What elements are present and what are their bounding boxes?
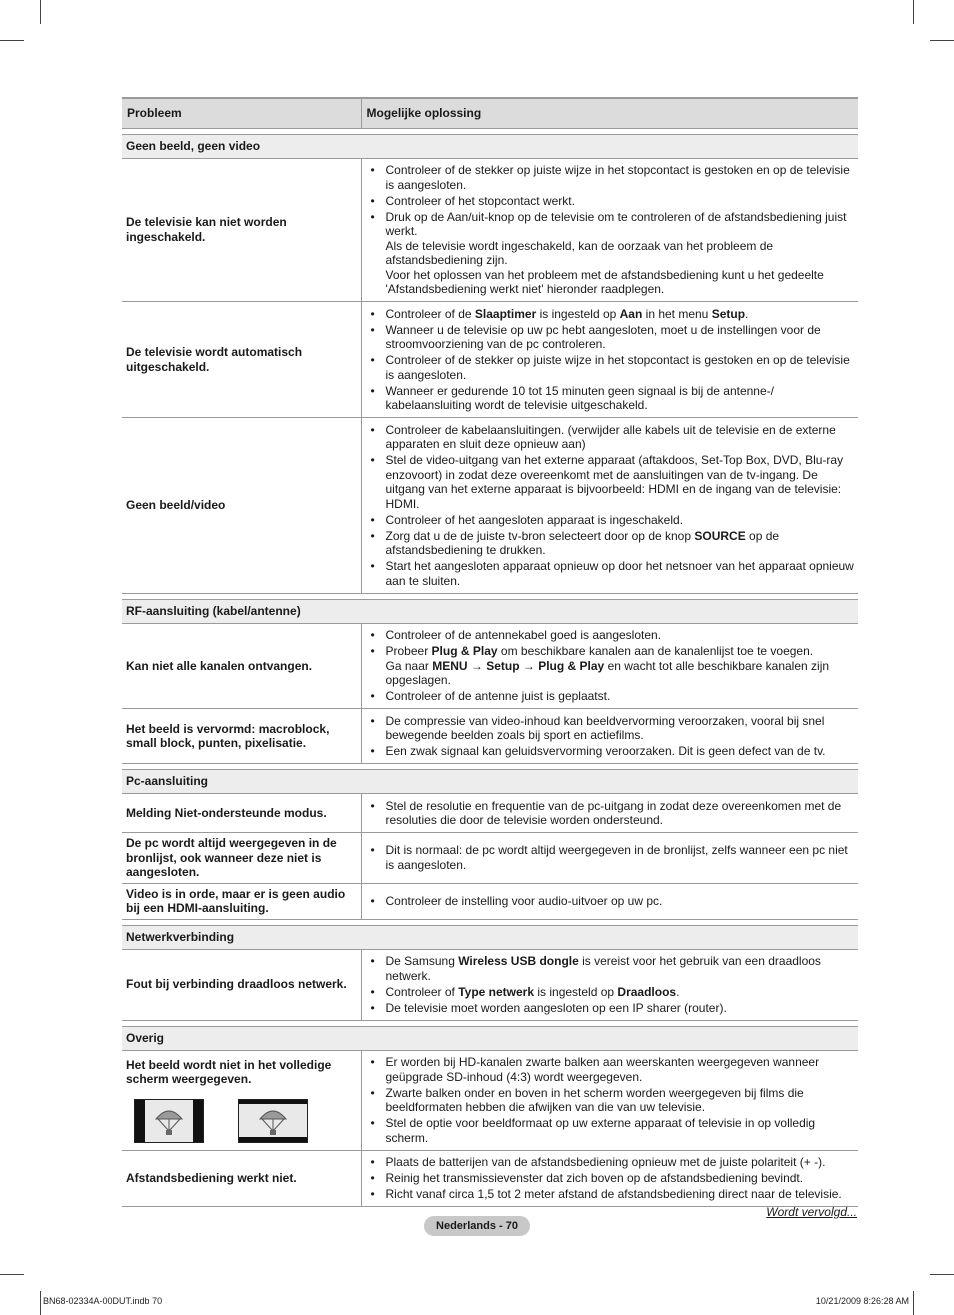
table-header <box>122 98 858 128</box>
table-row <box>122 418 858 594</box>
solution-list <box>386 799 855 828</box>
solution-item <box>386 714 855 743</box>
solution-item <box>386 954 855 983</box>
section-title: Overig <box>122 1026 858 1050</box>
solution-cell <box>361 794 858 833</box>
section-header <box>122 134 858 158</box>
solution-text: Controleer of het aangesloten apparaat is ingeschakeld. <box>385 512 684 527</box>
parachute-icon <box>258 1105 288 1137</box>
problem-text: Afstandsbediening werkt niet. <box>126 1171 297 1185</box>
emphasis-text: Wireless USB dongle <box>458 954 579 968</box>
solution-text: . <box>745 306 749 321</box>
crop-mark <box>930 40 954 41</box>
continued-note: Wordt vervolgd... <box>766 1205 857 1219</box>
section-header <box>122 599 858 623</box>
problem-text: De pc wordt altijd weergegeven in de bronlijst, ook wanneer deze niet is aangesloten. <box>126 836 337 879</box>
section-title: Pc-aansluiting <box>122 770 858 794</box>
solution-text: Ga naar <box>385 658 433 673</box>
table-row <box>122 158 858 302</box>
section-header <box>122 925 858 949</box>
solution-text: Controleer de kabelaansluitingen. (verwijder alle kabels uit de televisie en de externe apparaten en sluit deze opnieuw aan) <box>385 422 836 451</box>
solution-text: Stel de video-uitgang van het externe apparaat (aftakdoos, Set-Top Box, DVD, Blu-ray enzovoort) in zodat deze overeenkomt met de aansluitingen van de tv-ingang. De uitgang van het externe apparaat is bijvoorbeeld: HDMI en de ingang van de televisie: HDMI. <box>385 453 844 511</box>
solution-list <box>386 307 855 413</box>
solution-text: Zwarte balken onder en boven in het scherm worden weergegeven bij films die beeldformaten hebben die afwijken van die van uw televisie. <box>385 1085 804 1114</box>
solution-item <box>386 1086 855 1115</box>
solution-list <box>386 163 855 297</box>
solution-item <box>386 644 855 688</box>
solution-text: Richt vanaf circa 1,5 tot 2 meter afstand de afstandsbediening direct naar de televisie. <box>385 1187 842 1201</box>
solution-item <box>386 628 855 643</box>
solution-text: Reinig het transmissievenster dat zich boven op de afstandsbediening bevindt. <box>385 1171 804 1185</box>
problem-text: Fout bij verbinding draadloos netwerk. <box>126 977 347 992</box>
solution-cell <box>361 158 858 302</box>
problem-text: De televisie wordt automatisch uitgeschakeld. <box>126 345 303 374</box>
table-row <box>122 709 858 764</box>
solution-item <box>386 1001 855 1016</box>
solution-item <box>386 894 855 909</box>
solution-list <box>386 714 855 759</box>
solution-list <box>386 894 855 909</box>
page-number-badge: Nederlands - 70 <box>424 1216 530 1236</box>
table-row <box>122 949 858 1020</box>
emphasis-text: Slaaptimer <box>474 306 537 321</box>
solution-item <box>386 1155 855 1170</box>
emphasis-text: SOURCE <box>694 528 746 543</box>
solution-text: Wanneer er gedurende 10 tot 15 minuten geen signaal is bij de antenne-/ kabelaansluiting wordt de televisie uitgeschakeld. <box>385 383 774 412</box>
problem-cell <box>122 883 361 919</box>
section-title: RF-aansluiting (kabel/antenne) <box>122 599 858 623</box>
emphasis-text: Aan <box>619 306 643 321</box>
crop-mark <box>930 1274 954 1275</box>
solution-text: Controleer of het stopcontact werkt. <box>385 193 575 208</box>
solution-cell <box>361 623 858 709</box>
problem-cell <box>122 709 361 764</box>
solution-list <box>386 423 855 589</box>
table-row <box>122 833 858 884</box>
solution-cell <box>361 1050 858 1150</box>
solution-text: Er worden bij HD-kanalen zwarte balken aan weerskanten weergegeven wanneer geüpgrade SD-inhoud (4:3) wordt weergegeven. <box>385 1055 820 1084</box>
solution-cell <box>361 302 858 418</box>
solution-item <box>386 1055 855 1084</box>
solution-text: is ingesteld op <box>534 984 618 999</box>
emphasis-text: Type netwerk <box>458 984 535 999</box>
solution-item <box>386 194 855 209</box>
solution-text: op de afstandsbediening te drukken. <box>385 528 780 557</box>
parachute-icon <box>154 1105 184 1137</box>
solution-text: Druk op de Aan/uit-knop op de televisie om te controleren of de afstandsbediening juist werkt. <box>385 209 847 238</box>
solution-text: en wacht tot alle beschikbare kanalen zijn opgeslagen. <box>385 658 830 687</box>
solution-item <box>386 529 855 558</box>
solution-text: . <box>676 984 680 999</box>
problem-cell <box>122 1050 361 1150</box>
footer-file-info: BN68-02334A-00DUT.indb 70 <box>43 1296 163 1306</box>
solution-text: Stel de optie voor beeldformaat op uw externe apparaat of televisie in op volledig scherm. <box>385 1116 816 1145</box>
table-row <box>122 302 858 418</box>
solution-text: Probeer <box>385 644 432 658</box>
solution-text: Controleer de instelling voor audio-uitvoer op uw pc. <box>385 893 663 908</box>
solution-text: Controleer of de <box>385 306 475 321</box>
section-header <box>122 770 858 794</box>
solution-item <box>386 453 855 511</box>
problem-cell <box>122 158 361 302</box>
solution-text: is vereist voor het gebruik van een draadloos netwerk. <box>385 954 821 983</box>
solution-text: Plaats de batterijen van de afstandsbediening opnieuw met de juiste polariteit (+ -). <box>385 1155 826 1169</box>
problem-cell <box>122 794 361 833</box>
solution-text: Zorg dat u de de juiste tv-bron selecteert door op de knop <box>385 528 695 543</box>
problem-cell <box>122 302 361 418</box>
table-row <box>122 883 858 919</box>
solution-cell <box>361 833 858 884</box>
solution-item <box>386 513 855 528</box>
solution-text: Voor het oplossen van het probleem met de afstandsbediening kunt u het gedeelte 'Afstandsbediening werkt niet' hieronder raadplegen. <box>385 267 824 296</box>
problem-cell <box>122 418 361 594</box>
pillarbox-image <box>134 1099 204 1143</box>
solution-list <box>386 843 855 872</box>
solution-cell <box>361 709 858 764</box>
solution-item <box>386 323 855 352</box>
solution-cell <box>361 949 858 1020</box>
solution-item <box>386 985 855 1000</box>
solution-item <box>386 163 855 192</box>
problem-text: De televisie kan niet worden ingeschakeld. <box>126 215 287 244</box>
section-header <box>122 1026 858 1050</box>
solution-text: De compressie van video-inhoud kan beeldvervorming veroorzaken, vooral bij snel bewegende beelden zoals bij sport en actiefilms. <box>385 713 825 742</box>
solution-item <box>386 353 855 382</box>
solution-item <box>386 1187 855 1202</box>
problem-cell <box>122 1150 361 1207</box>
table-row <box>122 794 858 833</box>
solution-item <box>386 1171 855 1186</box>
solution-text: in het menu <box>642 306 712 321</box>
letterbox-image <box>238 1099 308 1143</box>
solution-list <box>386 954 855 1015</box>
table-row <box>122 1050 858 1150</box>
aspect-illustrations <box>126 1087 353 1143</box>
solution-text: Dit is normaal: de pc wordt altijd weergegeven in de bronlijst, zelfs wanneer een pc niet is aangesloten. <box>385 843 848 872</box>
solution-text: Een zwak signaal kan geluidsvervorming veroorzaken. Dit is geen defect van de tv. <box>385 744 826 758</box>
solution-item <box>386 423 855 452</box>
emphasis-text: MENU → Setup → Plug & Play <box>432 658 605 673</box>
table-row <box>122 623 858 709</box>
crop-mark <box>40 1291 41 1315</box>
header-solution: Mogelijke oplossing <box>361 98 858 128</box>
problem-text: Kan niet alle kanalen ontvangen. <box>126 658 313 673</box>
crop-mark <box>40 0 41 24</box>
solution-text: De Samsung <box>385 954 459 968</box>
problem-cell <box>122 833 361 884</box>
problem-text: Het beeld is vervormd: macroblock, small block, punten, pixelisatie. <box>126 721 330 750</box>
problem-cell <box>122 949 361 1020</box>
solution-item <box>386 799 855 828</box>
solution-text: Controleer of de stekker op juiste wijze in het stopcontact is gestoken en op de televisie is aangesloten. <box>385 163 850 192</box>
solution-list <box>386 628 855 704</box>
solution-text: Controleer of de antenne juist is geplaatst. <box>385 689 611 703</box>
solution-item <box>386 384 855 413</box>
footer-timestamp: 10/21/2009 8:26:28 AM <box>815 1296 909 1306</box>
solution-text: Wanneer u de televisie op uw pc hebt aangesloten, moet u de instellingen voor de stroomvoorziening van de pc controleren. <box>385 322 821 351</box>
solution-cell <box>361 418 858 594</box>
emphasis-text: Plug & Play <box>431 644 498 658</box>
crop-mark <box>0 1274 24 1275</box>
solution-item <box>386 210 855 297</box>
problem-text: Het beeld wordt niet in het volledige scherm weergegeven. <box>126 1057 332 1086</box>
solution-text: Controleer of de stekker op juiste wijze in het stopcontact is gestoken en op de televisie is aangesloten. <box>385 353 850 382</box>
header-problem: Probleem <box>122 98 361 128</box>
solution-text: Controleer of <box>385 984 459 999</box>
solution-item <box>386 307 855 322</box>
solution-text: Als de televisie wordt ingeschakeld, kan de oorzaak van het probleem de afstandsbediening zijn. <box>385 238 774 267</box>
problem-text: Geen beeld/video <box>126 498 226 512</box>
solution-item <box>386 689 855 704</box>
emphasis-text: Draadloos <box>617 984 677 999</box>
troubleshooting-table <box>122 97 858 1207</box>
solution-list <box>386 1055 855 1145</box>
solution-item <box>386 843 855 872</box>
solution-text: De televisie moet worden aangesloten op een IP sharer (router). <box>385 1000 727 1015</box>
solution-cell <box>361 1150 858 1207</box>
problem-text: Melding Niet-ondersteunde modus. <box>126 805 327 820</box>
solution-text: is ingesteld op <box>536 306 620 321</box>
solution-item <box>386 744 855 759</box>
solution-text: Start het aangesloten apparaat opnieuw op door het netsnoer van het apparaat opnieuw aan te sluiten. <box>385 559 854 588</box>
solution-item <box>386 559 855 588</box>
emphasis-text: Setup <box>711 306 746 321</box>
solution-text: Stel de resolutie en frequentie van de pc-uitgang in zodat deze overeenkomen met de resoluties die door de televisie worden ondersteund. <box>385 798 842 827</box>
solution-text: Controleer of de antennekabel goed is aangesloten. <box>385 628 662 642</box>
problem-cell <box>122 623 361 709</box>
section-title: Netwerkverbinding <box>122 925 858 949</box>
solution-cell <box>361 883 858 919</box>
solution-text: om beschikbare kanalen aan de kanalenlijst toe te voegen. <box>497 644 814 658</box>
problem-text: Video is in orde, maar er is geen audio bij een HDMI-aansluiting. <box>126 886 346 915</box>
table-row <box>122 1150 858 1207</box>
crop-mark <box>913 0 914 24</box>
crop-mark <box>0 40 24 41</box>
crop-mark <box>913 1291 914 1315</box>
section-title: Geen beeld, geen video <box>122 134 858 158</box>
solution-list <box>386 1155 855 1202</box>
solution-item <box>386 1116 855 1145</box>
